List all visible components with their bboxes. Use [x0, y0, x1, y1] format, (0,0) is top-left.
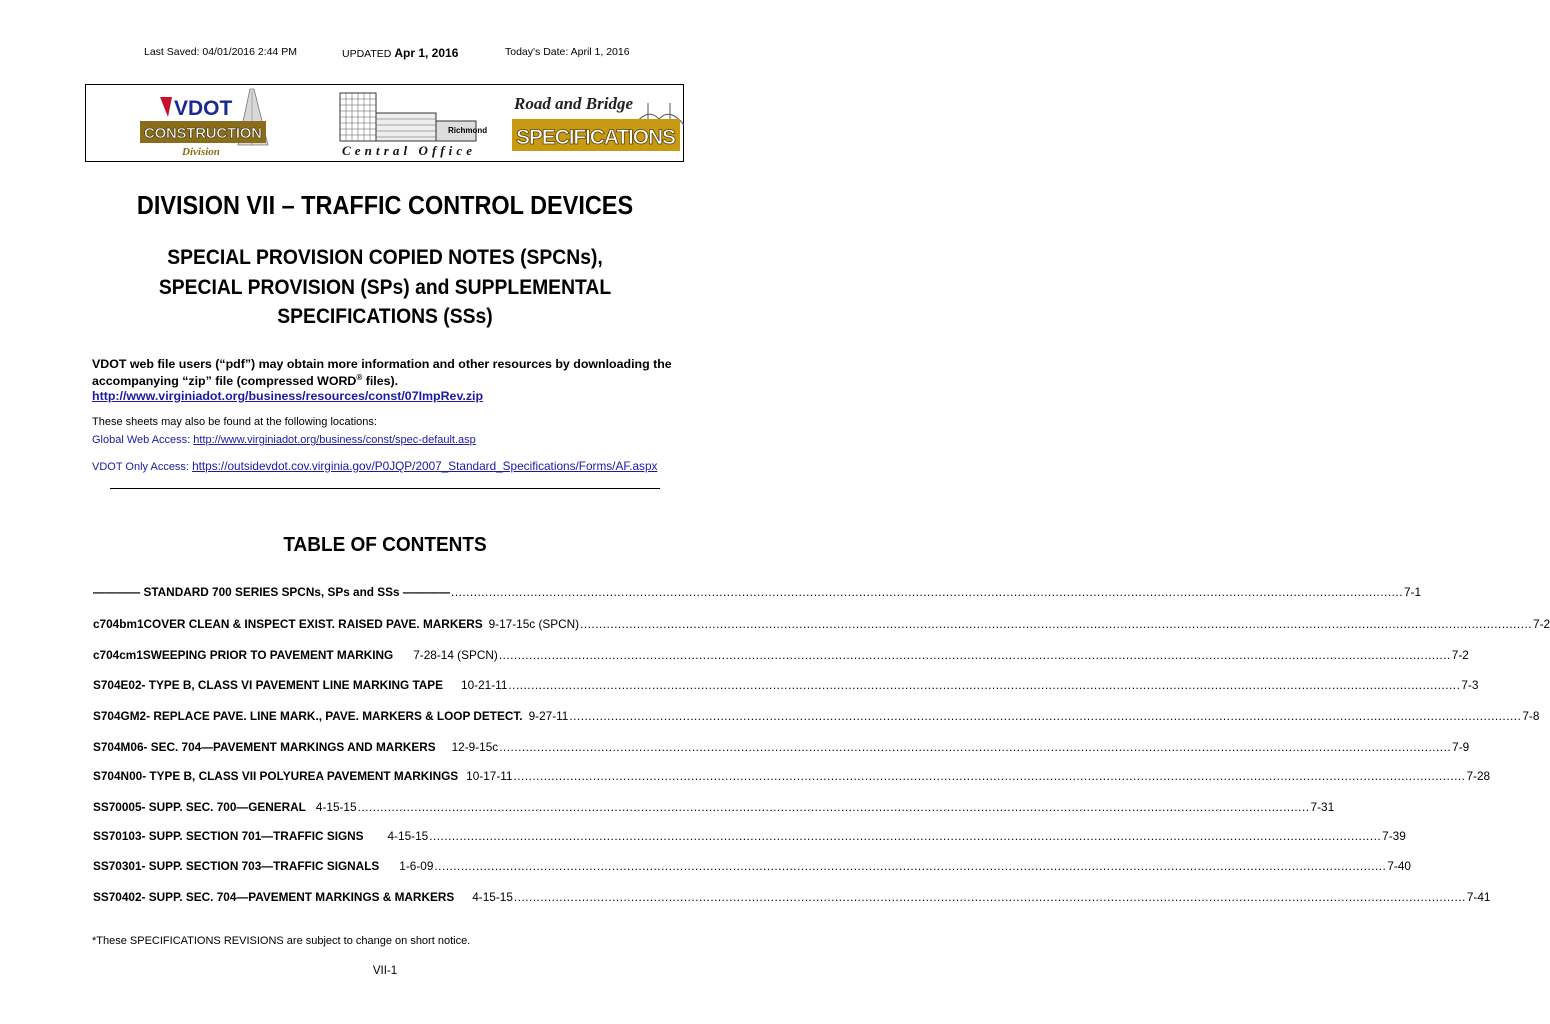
toc-date: 1-6-09	[399, 859, 434, 873]
zip-link-line	[92, 389, 483, 403]
toc-leader	[514, 890, 1466, 904]
toc-row[interactable]	[93, 829, 1406, 845]
toc-page: 7-8	[1522, 709, 1540, 723]
subtitle-line-2: SPECIAL PROVISION (SPs) and SUPPLEMENTAL	[158, 276, 612, 299]
toc-row[interactable]	[93, 709, 1540, 725]
richmond-text: Richmond	[448, 126, 488, 135]
road-bridge-specifications-logo	[508, 85, 684, 161]
toc-title: - SUPP. SEC. 704—PAVEMENT MARKINGS & MARKERS	[141, 890, 455, 904]
central-office-logo	[336, 85, 488, 161]
toc-row[interactable]	[93, 890, 1491, 906]
toc-title: - TYPE B, CLASS VI PAVEMENT LINE MARKING TAPE	[141, 678, 444, 692]
intro-line-2a: accompanying “zip” file (compressed WORD	[92, 374, 357, 389]
toc-page: 7-1	[1404, 585, 1422, 599]
vdot-text: VDOT	[174, 97, 233, 120]
page-number: VII-1	[372, 965, 398, 977]
toc-date: 9-17-15c (SPCN)	[488, 617, 580, 631]
toc-row[interactable]	[93, 800, 1335, 816]
toc-page: 7-9	[1452, 740, 1470, 754]
division-text: Division	[182, 146, 220, 158]
toc-code: c704bm1	[93, 617, 144, 631]
toc-code: S704GM2	[93, 709, 147, 723]
registered-mark: ®	[356, 373, 363, 382]
todays-date: Today's Date: April 1, 2016	[505, 46, 630, 58]
toc-code: S704N00	[93, 769, 143, 783]
toc-row[interactable]	[93, 648, 1469, 664]
toc-page: 7-40	[1387, 859, 1411, 873]
intro-line-2	[92, 373, 398, 388]
toc-date: 4-15-15	[387, 829, 429, 843]
subtitle-line-1: SPECIAL PROVISION COPIED NOTES (SPCNs),	[167, 246, 603, 269]
global-access-link[interactable]: http://www.virginiadot.org/business/const/spec-default.asp	[193, 434, 476, 446]
toc-leader	[499, 648, 1451, 662]
vdot-access-line	[92, 459, 657, 473]
toc-title: - SUPP. SEC. 700—GENERAL	[141, 800, 306, 814]
toc-date: 4-15-15	[472, 890, 513, 904]
vdot-access-label: VDOT Only Access:	[92, 461, 193, 473]
toc-row[interactable]	[93, 859, 1411, 875]
toc-row[interactable]	[93, 769, 1491, 785]
zip-download-link[interactable]: http://www.virginiadot.org/business/resources/const/07ImpRev.zip	[92, 389, 484, 403]
updated-prefix: UPDATED	[342, 48, 392, 60]
toc-title: - REPLACE PAVE. LINE MARK., PAVE. MARKERS & LOOP DETECT.	[146, 709, 523, 723]
toc-title: - SUPP. SECTION 701—TRAFFIC SIGNS	[141, 829, 364, 843]
toc-date: 4-15-15	[315, 800, 357, 814]
toc-date: 12-9-15c	[451, 740, 499, 754]
specifications-text: SPECIFICATIONS	[516, 126, 676, 149]
locations-text: These sheets may also be found at the following locations:	[92, 416, 377, 428]
toc-code: S704M06	[93, 740, 144, 754]
updated-date	[342, 46, 458, 60]
toc-page: 7-2	[1451, 648, 1469, 662]
toc-date: 10-21-11	[461, 678, 508, 692]
intro-line-2b: files).	[362, 374, 399, 389]
toc-heading: TABLE OF CONTENTS	[283, 534, 487, 556]
toc-row[interactable]	[93, 678, 1479, 694]
last-saved: Last Saved: 04/01/2016 2:44 PM	[144, 46, 297, 58]
intro-line-1: VDOT web file users (“pdf”) may obtain more information and other resources by downloading the	[92, 357, 672, 371]
toc-title: SWEEPING PRIOR TO PAVEMENT MARKING	[142, 648, 394, 662]
division-title: DIVISION VII – TRAFFIC CONTROL DEVICES	[136, 192, 634, 220]
toc-code: SS70402	[93, 890, 142, 904]
toc-page: 7-2	[1533, 617, 1550, 631]
toc-date: 7-28-14 (SPCN)	[413, 648, 498, 662]
toc-leader	[569, 709, 1521, 723]
toc-leader	[499, 740, 1451, 754]
toc-page: 7-28	[1466, 769, 1491, 783]
global-access-label: Global Web Access:	[92, 434, 194, 446]
vdot-access-link[interactable]: https://outsidevdot.cov.virginia.gov/P0JQP/2007_Standard_Specifications/Forms/AF.aspx	[192, 459, 658, 473]
toc-row[interactable]	[93, 617, 1550, 633]
road-bridge-text: Road and Bridge	[514, 94, 634, 113]
toc-leader	[434, 859, 1386, 873]
toc-title: COVER CLEAN & INSPECT EXIST. RAISED PAVE. MARKERS	[143, 617, 483, 631]
footer-note: *These SPECIFICATIONS REVISIONS are subject to change on short notice.	[92, 935, 471, 947]
toc-leader	[514, 769, 1466, 783]
toc-title: ———— STANDARD 700 SERIES SPCNs, SPs and SSs ————	[93, 585, 451, 599]
subtitle-line-3: SPECIFICATIONS (SSs)	[277, 305, 493, 328]
toc-page: 7-31	[1310, 800, 1335, 814]
toc-page: 7-39	[1382, 829, 1406, 843]
toc-row[interactable]	[93, 585, 1422, 601]
toc-code: S704E02	[93, 678, 142, 692]
toc-leader	[358, 800, 1310, 814]
divider-rule	[110, 488, 660, 489]
toc-leader	[580, 617, 1532, 631]
toc-leader	[429, 829, 1381, 843]
toc-leader	[451, 585, 1403, 599]
toc-code: SS70005	[93, 800, 142, 814]
construction-text: CONSTRUCTION	[144, 125, 262, 142]
toc-code: c704cm1	[93, 648, 143, 662]
global-access-line	[92, 434, 476, 446]
toc-code: SS70301	[93, 859, 142, 873]
updated-date-value: Apr 1, 2016	[394, 46, 459, 60]
toc-code: SS70103	[93, 829, 142, 843]
logo-strip	[85, 84, 684, 162]
toc-title: - SUPP. SECTION 703—TRAFFIC SIGNALS	[141, 859, 380, 873]
toc-title: - TYPE B, CLASS VII POLYUREA PAVEMENT MARKINGS	[142, 769, 459, 783]
toc-date: 10-17-11	[466, 769, 513, 783]
vdot-construction-logo	[138, 85, 270, 161]
toc-page: 7-41	[1466, 890, 1491, 904]
toc-page: 7-3	[1461, 678, 1479, 692]
toc-leader	[508, 678, 1460, 692]
toc-date: 9-27-11	[528, 709, 569, 723]
toc-title: - SEC. 704—PAVEMENT MARKINGS AND MARKERS	[143, 740, 436, 754]
toc-row[interactable]	[93, 740, 1470, 756]
central-office-text: Central Office	[342, 143, 472, 158]
